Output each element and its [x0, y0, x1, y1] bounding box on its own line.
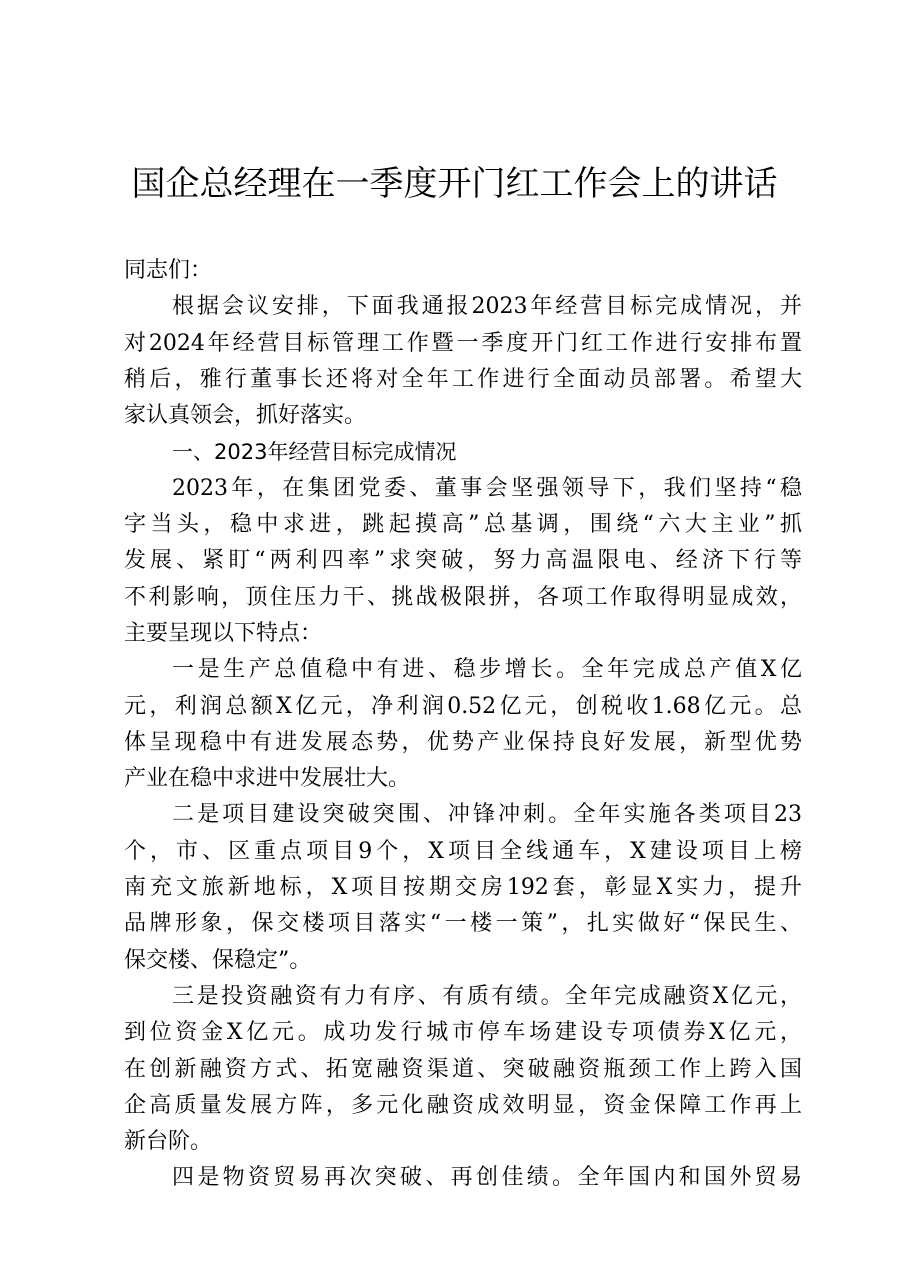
paragraph-line: 稍后，雅行董事长还将对全年工作进行全面动员部署。希望大	[124, 366, 802, 392]
paragraph-line: 家认真领会，抓好落实。	[124, 403, 367, 429]
paragraph-line: 主要呈现以下特点：	[124, 620, 323, 646]
paragraph-line: 南充文旅新地标，X项目按期交房192套，彰显X实力，提升	[124, 875, 802, 901]
paragraph-point-2	[124, 797, 802, 978]
paragraph-line: 四是物资贸易再次突破、再创佳绩。全年国内和国外贸易	[172, 1165, 802, 1191]
paragraph-line: 体呈现稳中有进发展态势，优势产业保持良好发展，新型优势	[124, 729, 802, 755]
paragraph-point-1	[124, 652, 802, 797]
section-heading-text: 一、2023年经营目标完成情况	[172, 440, 457, 465]
salutation: 同志们：	[124, 258, 213, 283]
paragraph-point-4	[124, 1160, 802, 1196]
paragraph-line: 产业在稳中求进中发展壮大。	[124, 766, 411, 792]
paragraph-line: 品牌形象，保交楼项目落实“一楼一策”，扎实做好“保民生、	[124, 911, 802, 937]
paragraph-intro	[124, 289, 802, 434]
section-heading	[124, 434, 802, 470]
paragraph-line: 字当头，稳中求进，跳起摸高”总基调，围绕“六大主业”抓	[124, 512, 802, 538]
paragraph-line: 一是生产总值稳中有进、稳步增长。全年完成总产值X亿	[172, 657, 802, 683]
document-title: 国企总经理在一季度开门红工作会上的讲话	[131, 164, 778, 204]
paragraph-line: 企高质量发展方阵，多元化融资成效明显，资金保障工作再上	[124, 1092, 802, 1118]
paragraph-line: 发展、紧盯“两利四率”求突破，努力高温限电、经济下行等	[124, 548, 802, 574]
paragraph-line: 到位资金X亿元。成功发行城市停车场建设专项债券X亿元，	[124, 1020, 802, 1046]
paragraph-line: 根据会议安排，下面我通报2023年经营目标完成情况，并	[172, 294, 802, 320]
paragraph-line: 保交楼、保稳定”。	[124, 947, 312, 973]
paragraph-line: 不利影响，顶住压力干、挑战极限拼，各项工作取得明显成效，	[124, 584, 802, 610]
paragraph-line: 二是项目建设突破突围、冲锋冲刺。全年实施各类项目23	[172, 802, 802, 828]
document-body	[124, 253, 802, 1197]
paragraph-line: 三是投资融资有力有序、有质有绩。全年完成融资X亿元，	[172, 983, 802, 1009]
paragraph-line: 2023年，在集团党委、董事会坚强领导下，我们坚持“稳	[172, 475, 802, 501]
paragraph-line: 元，利润总额X亿元，净利润0.52亿元，创税收1.68亿元。总	[124, 693, 802, 719]
paragraph-line: 对2024年经营目标管理工作暨一季度开门红工作进行安排布置	[124, 330, 802, 356]
paragraph-line: 在创新融资方式、拓宽融资渠道、突破融资瓶颈工作上跨入国	[124, 1056, 802, 1082]
paragraph-line: 个，市、区重点项目9个，X项目全线通车，X建设项目上榜	[124, 838, 802, 864]
paragraph-overview	[124, 471, 802, 652]
paragraph-line: 新台阶。	[124, 1129, 213, 1155]
paragraph-point-3	[124, 979, 802, 1160]
